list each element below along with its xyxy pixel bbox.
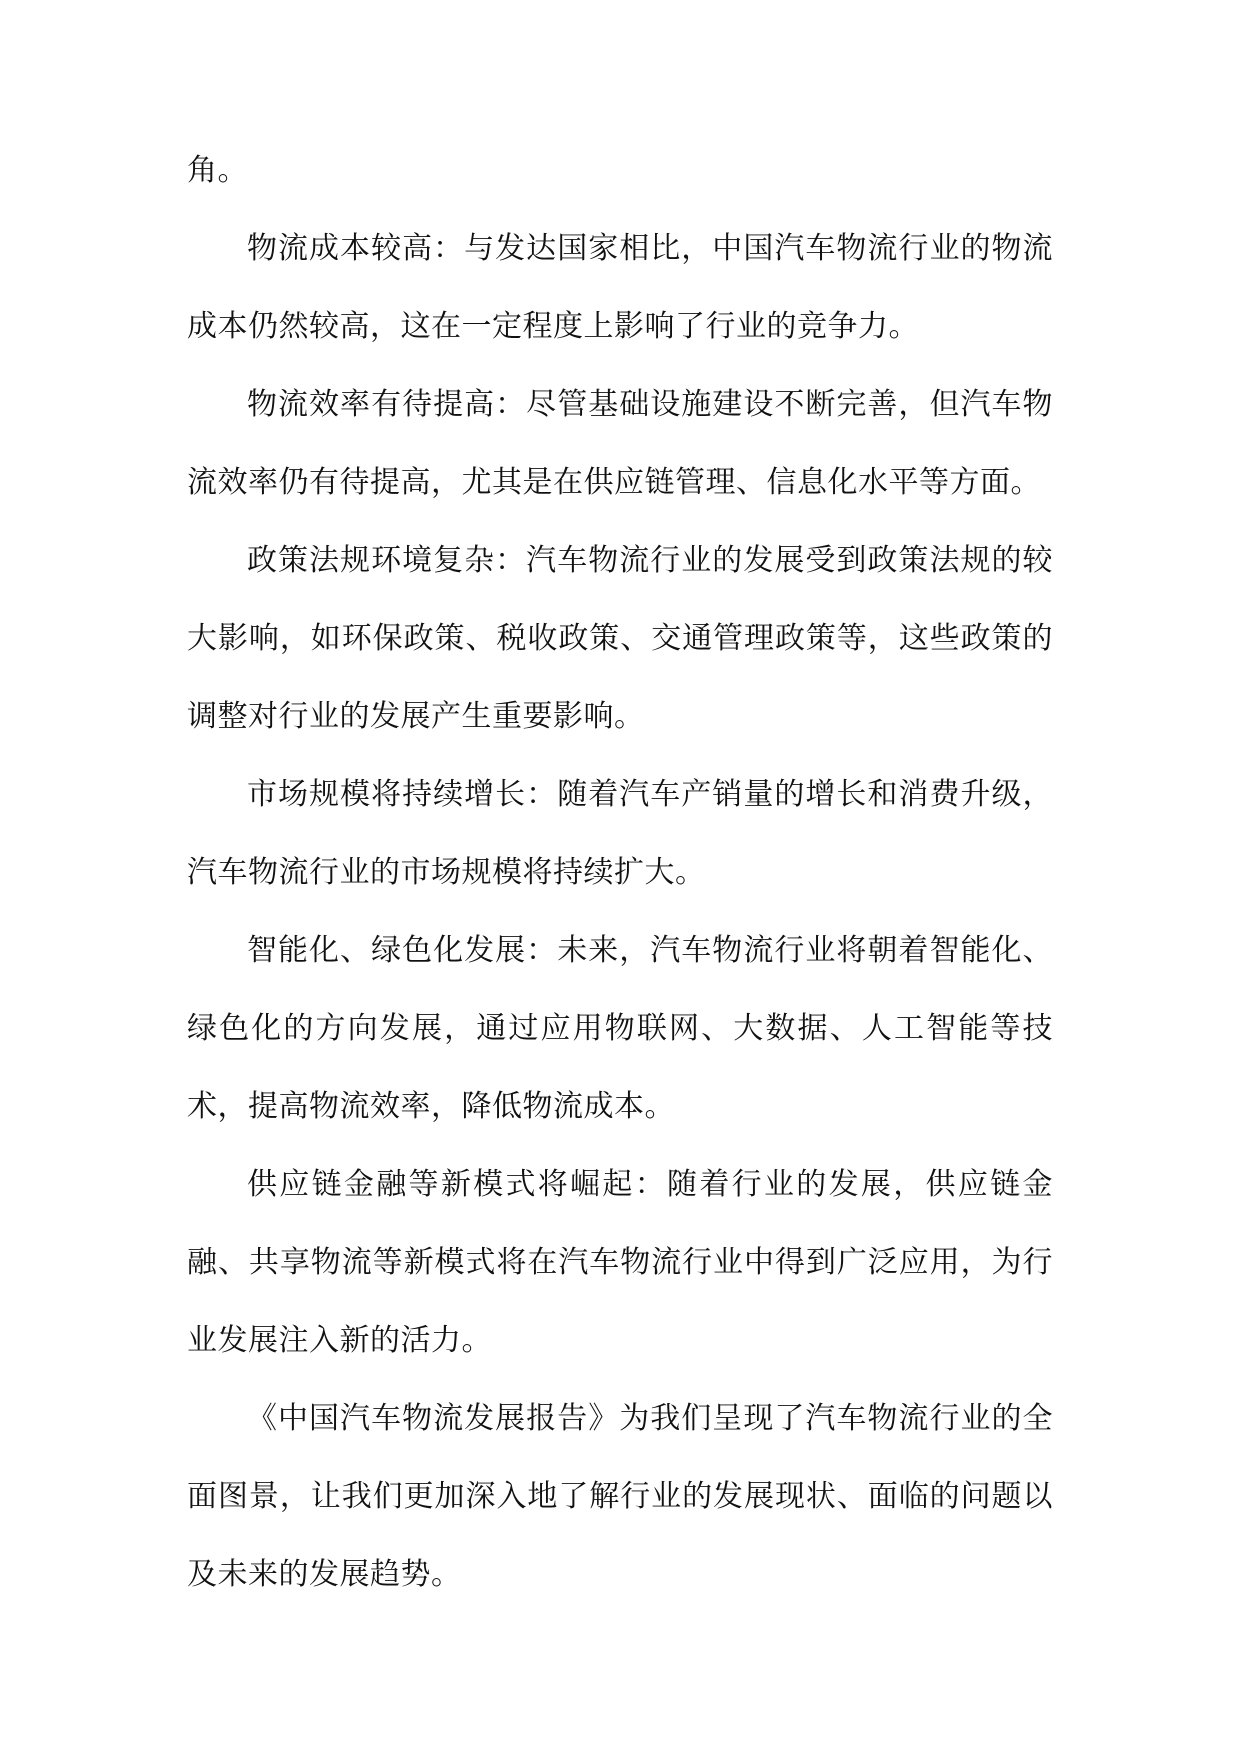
paragraph-continuation: 角。 (187, 153, 248, 188)
document-body (187, 132, 1053, 1614)
paragraph-report-summary: 《中国汽车物流发展报告》为我们呈现了汽车物流行业的全面图景，让我们更加深入地了解行业的发展现状、面临的问题以及未来的发展趋势。 (187, 1401, 1053, 1592)
paragraph-smart-green: 智能化、绿色化发展：未来，汽车物流行业将朝着智能化、绿色化的方向发展，通过应用物联网、大数据、人工智能等技术，提高物流效率，降低物流成本。 (187, 933, 1053, 1124)
paragraph-new-models: 供应链金融等新模式将崛起：随着行业的发展，供应链金融、共享物流等新模式将在汽车物流行业中得到广泛应用，为行业发展注入新的活力。 (187, 1167, 1053, 1358)
paragraph-logistics-cost: 物流成本较高：与发达国家相比，中国汽车物流行业的物流成本仍然较高，这在一定程度上影响了行业的竞争力。 (187, 231, 1053, 344)
paragraph-market-growth: 市场规模将持续增长：随着汽车产销量的增长和消费升级，汽车物流行业的市场规模将持续扩大。 (187, 777, 1053, 890)
paragraph-logistics-efficiency: 物流效率有待提高：尽管基础设施建设不断完善，但汽车物流效率仍有待提高，尤其是在供应链管理、信息化水平等方面。 (187, 387, 1053, 500)
paragraph-policy-environment: 政策法规环境复杂：汽车物流行业的发展受到政策法规的较大影响，如环保政策、税收政策、交通管理政策等，这些政策的调整对行业的发展产生重要影响。 (187, 543, 1053, 734)
